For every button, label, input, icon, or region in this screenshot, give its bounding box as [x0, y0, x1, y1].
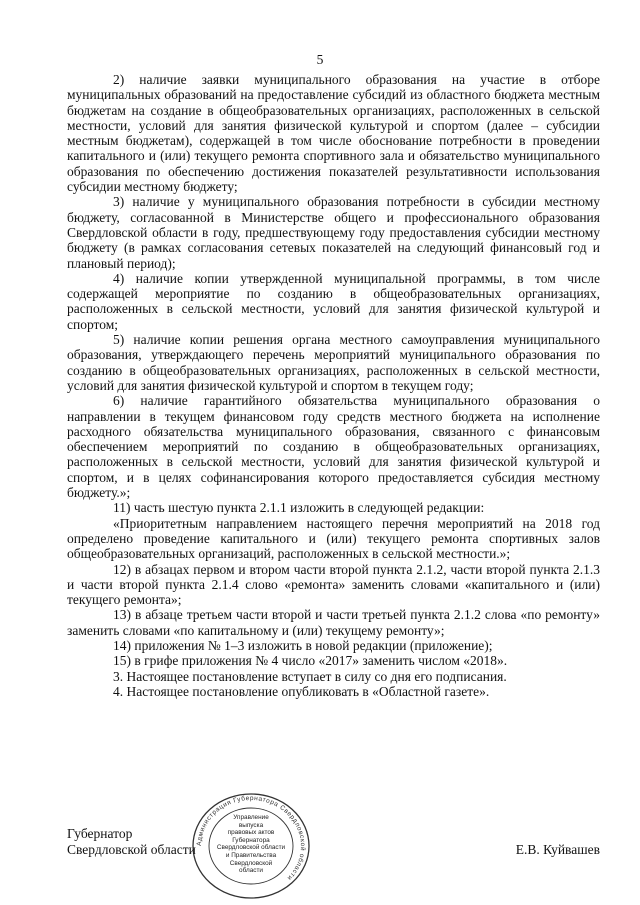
paragraph: 5) наличие копии решения органа местного самоуправления муниципального образования, утверждающего перечень мероприятий муниципального образования по созданию в общеобразовательных организациях, расположенных в сельской местности, условий для занятия физической культурой и спортом в текущем году;: [67, 332, 600, 393]
paragraph: 4. Настоящее постановление опубликовать в «Областной газете».: [113, 683, 490, 699]
paragraph: 14) приложения № 1–3 изложить в новой редакции (приложение);: [113, 637, 493, 653]
seal-center-text: Управление выпуска правовых актов Губернатора Свердловской области и Правительства Свердловской области: [216, 814, 286, 875]
page-number: 5: [316, 52, 324, 67]
signatory-title: Губернатор Свердловской области: [67, 826, 196, 857]
signatory-name: Е.В. Куйвашев: [515, 842, 600, 857]
paragraph: 2) наличие заявки муниципального образования на участие в отборе муниципальных образований на предоставление субсидий из областного бюджета местным бюджетам на создание в общеобразовательных организациях, расположенных в сельской местности, условий для занятия физической культурой и спортом (далее – субсидии местным бюджетам), содержащей в том числе обоснование потребности в проведении капитального и (или) текущего ремонта спортивного зала и обязательство муниципального образования по обеспечению достижения показателей результативности использования субсидии местному бюджету;: [67, 72, 600, 195]
paragraph: 11) часть шестую пункта 2.1.1 изложить в следующей редакции:: [113, 500, 485, 516]
paragraph: 12) в абзацах первом и втором части второй пункта 2.1.2, части второй пункта 2.1.3 и части второй пункта 2.1.4 слово «ремонта» заменить словами «капитального и (или) текущего ремонта»;: [67, 561, 600, 608]
official-seal: [190, 792, 312, 900]
paragraph: 13) в абзаце третьем части второй и части третьей пункта 2.1.2 слова «по ремонту» заменить словами «по капитальному и (или) текущему ремонту»;: [67, 607, 600, 638]
paragraph: «Приоритетным направлением настоящего перечня мероприятий на 2018 год определено проведение капитального и (или) текущего ремонта спортивных залов общеобразовательных организаций, расположенных в сельской местности.»;: [67, 515, 600, 562]
seal-ring-text: Администрация Губернатора Свердловской области: [195, 794, 307, 882]
paragraph: 3) наличие у муниципального образования потребности в субсидии местному бюджету, согласованной в Министерстве общего и профессионального образования Свердловской области в году, предшествующему году предоставления субсидии местному бюджету (в рамках согласования сетевых показателей на следующий финансовый год и плановый период);: [67, 194, 600, 271]
document-body: [67, 72, 600, 699]
paragraph: 6) наличие гарантийного обязательства муниципального образования о направлении в текущем финансовом году средств местного бюджета на исполнение расходного обязательства муниципального образования, связанного с финансовым обеспечением мероприятий по созданию в общеобразовательных организациях, расположенных в сельской местности, условий для занятия физической культурой и спортом, и в целях софинансирования которого предоставляется субсидия местному бюджету.»;: [67, 393, 600, 501]
paragraph: 4) наличие копии утвержденной муниципальной программы, в том числе содержащей мероприятие по созданию в общеобразовательных организациях, расположенных в сельской местности, условий для занятия физической культурой и спортом;: [67, 270, 600, 332]
paragraph: 3. Настоящее постановление вступает в силу со дня его подписания.: [113, 668, 507, 684]
paragraph: 15) в грифе приложения № 4 число «2017» заменить числом «2018».: [113, 653, 508, 669]
